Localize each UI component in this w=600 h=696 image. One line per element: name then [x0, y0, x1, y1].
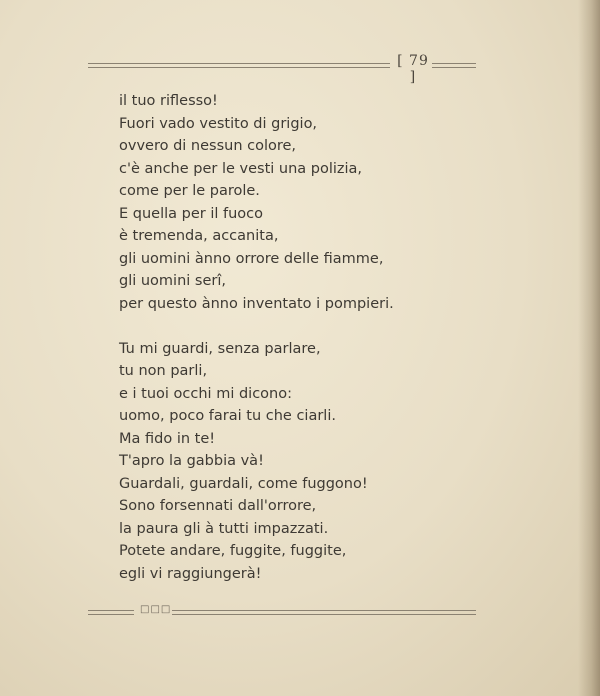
poem-line: il tuo riflesso!: [119, 93, 218, 109]
poem-body: [119, 90, 449, 585]
poem-line: e i tuoi occhi mi dicono:: [119, 385, 292, 402]
poem-line: Ma fido in te!: [119, 430, 216, 447]
poem-line: Fuori vado vestito di grigio,: [119, 115, 318, 132]
poem-line: è tremenda, accanita,: [119, 228, 279, 244]
page-footer: [88, 606, 476, 618]
poem-line: come per le parole.: [119, 183, 260, 199]
poem-line: per questo ànno inventato i pompieri.: [119, 295, 394, 312]
footer-ornament: □□□: [140, 604, 172, 615]
header-rule-right: [432, 63, 476, 68]
poem-line: uomo, poco farai tu che ciarli.: [119, 408, 336, 424]
poem-line: Tu mi guardi, senza parlare,: [119, 340, 321, 357]
poem-line: E quella per il fuoco: [119, 205, 264, 222]
page-edge-shadow: [578, 0, 600, 696]
footer-rule-right: [172, 610, 476, 615]
poem-line: T'apro la gabbia và!: [119, 453, 264, 469]
page-header: [88, 53, 476, 85]
poem-line: Sono forsennati dall'orrore,: [119, 498, 317, 514]
stanza: [119, 90, 449, 315]
poem-line: la paura gli à tutti impazzati.: [119, 520, 329, 537]
poem-line: gli uomini ànno orrore delle fiamme,: [119, 250, 384, 267]
poem-line: tu non parli,: [119, 363, 208, 379]
poem-line: c'è anche per le vesti una polizia,: [119, 160, 363, 177]
poem-line: egli vi raggiungerà!: [119, 565, 262, 582]
poem-line: ovvero di nessun colore,: [119, 138, 297, 154]
poem-line: gli uomini serî,: [119, 273, 226, 289]
footer-rule-left: [88, 610, 134, 615]
stanza: [119, 338, 449, 586]
header-rule-left: [88, 63, 390, 68]
poem-line: Guardali, guardali, come fuggono!: [119, 475, 368, 492]
page-number: [ 79 ]: [397, 53, 429, 85]
poem-line: Potete andare, fuggite, fuggite,: [119, 543, 347, 559]
